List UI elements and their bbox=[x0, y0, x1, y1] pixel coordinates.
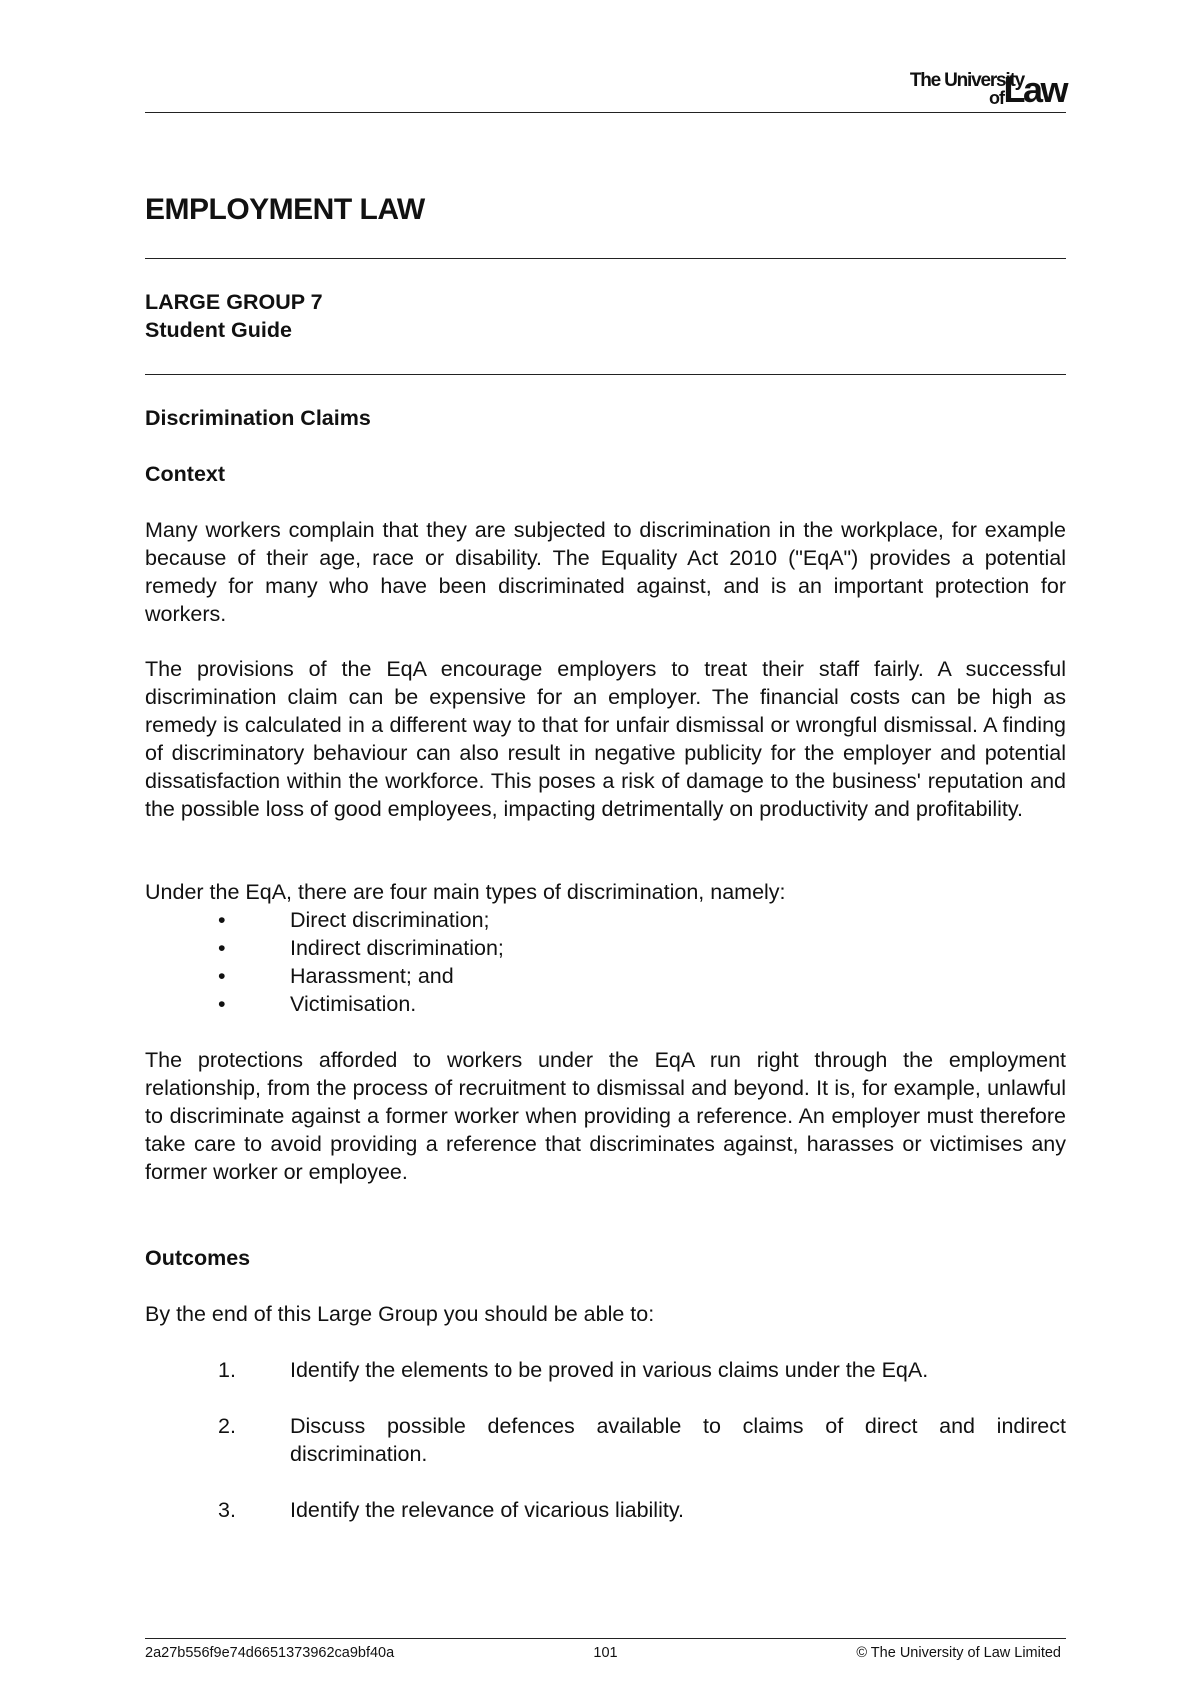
list-item-text: Identify the elements to be proved in various claims under the EqA. bbox=[290, 1358, 929, 1382]
logo-line-1: The University bbox=[909, 70, 1024, 91]
list-item bbox=[145, 962, 1066, 990]
outcomes-intro: By the end of this Large Group you should be able to: bbox=[145, 1302, 655, 1326]
list-item bbox=[145, 990, 1066, 1018]
university-of-law-logo bbox=[856, 64, 1066, 110]
list-item bbox=[145, 1412, 1066, 1468]
list-item-text: Indirect discrimination; bbox=[290, 936, 504, 960]
list-item-text: Harassment; and bbox=[290, 964, 454, 988]
outcome-number: 1. bbox=[218, 1358, 236, 1382]
heading-discrimination-claims: Discrimination Claims bbox=[145, 406, 371, 430]
outcome-number: 3. bbox=[218, 1498, 236, 1522]
document-page bbox=[145, 0, 1066, 1696]
footer-document-id: 2a27b556f9e74d6651373962ca9bf40a bbox=[145, 1645, 395, 1661]
section-rule bbox=[145, 374, 1066, 375]
bullet-marker: • bbox=[218, 936, 226, 960]
list-item-text: Identify the relevance of vicarious liability. bbox=[290, 1498, 684, 1522]
footer-page-number: 101 bbox=[593, 1645, 618, 1661]
list-item-text: Discuss possible defences available to claims of direct and indirect discrimination. bbox=[290, 1414, 1066, 1466]
logo-of: of bbox=[989, 88, 1004, 108]
context-paragraph-1: Many workers complain that they are subjected to discrimination in the workplace, for example because of their age, race or disability. The Equality Act 2010 ("EqA") provides a potential remedy for many who have been discriminated against, and is an important protection for workers. bbox=[145, 518, 1066, 626]
group-label: LARGE GROUP 7 bbox=[145, 290, 323, 314]
title-rule bbox=[145, 258, 1066, 259]
list-item-text: Direct discrimination; bbox=[290, 908, 490, 932]
list-item bbox=[145, 1496, 1066, 1524]
context-paragraph-2: The provisions of the EqA encourage employers to treat their staff fairly. A successful discrimination claim can be expensive for an employer. The financial costs can be high as remedy is calculated in a different way to that for unfair dismissal or wrongful dismissal. A finding of discriminatory behaviour can also result in negative publicity for the employer and potential dissatisfaction within the workforce. This poses a risk of damage to the business' reputation and the possible loss of good employees, impacting detrimentally on productivity and profitability. bbox=[145, 657, 1066, 821]
discrimination-types-list bbox=[145, 906, 1066, 1018]
list-item bbox=[145, 934, 1066, 962]
heading-outcomes: Outcomes bbox=[145, 1246, 251, 1270]
list-item-text: Victimisation. bbox=[290, 992, 417, 1016]
context-paragraph-4: The protections afforded to workers under the EqA run right through the employment relationship, from the process of recruitment to dismissal and beyond. It is, for example, unlawful to discriminate against a former worker when providing a reference. An employer must therefore take care to avoid providing a reference that discriminates against, harasses or victimises any former worker or employee. bbox=[145, 1048, 1066, 1184]
outcome-number: 2. bbox=[218, 1414, 236, 1438]
list-item bbox=[145, 1356, 1066, 1384]
footer-rule bbox=[145, 1638, 1066, 1639]
outcomes-list bbox=[145, 1356, 1066, 1552]
list-item bbox=[145, 906, 1066, 934]
header-rule bbox=[145, 112, 1066, 113]
bullet-marker: • bbox=[218, 964, 226, 988]
logo-law: Law bbox=[1003, 69, 1066, 110]
heading-context: Context bbox=[145, 462, 226, 486]
bullet-marker: • bbox=[218, 992, 226, 1016]
bullet-marker: • bbox=[218, 908, 226, 932]
footer-copyright: © The University of Law Limited bbox=[856, 1645, 1061, 1661]
page-title: EMPLOYMENT LAW bbox=[145, 193, 425, 226]
context-paragraph-3: Under the EqA, there are four main types of discrimination, namely: bbox=[145, 880, 786, 904]
guide-label: Student Guide bbox=[145, 318, 292, 342]
